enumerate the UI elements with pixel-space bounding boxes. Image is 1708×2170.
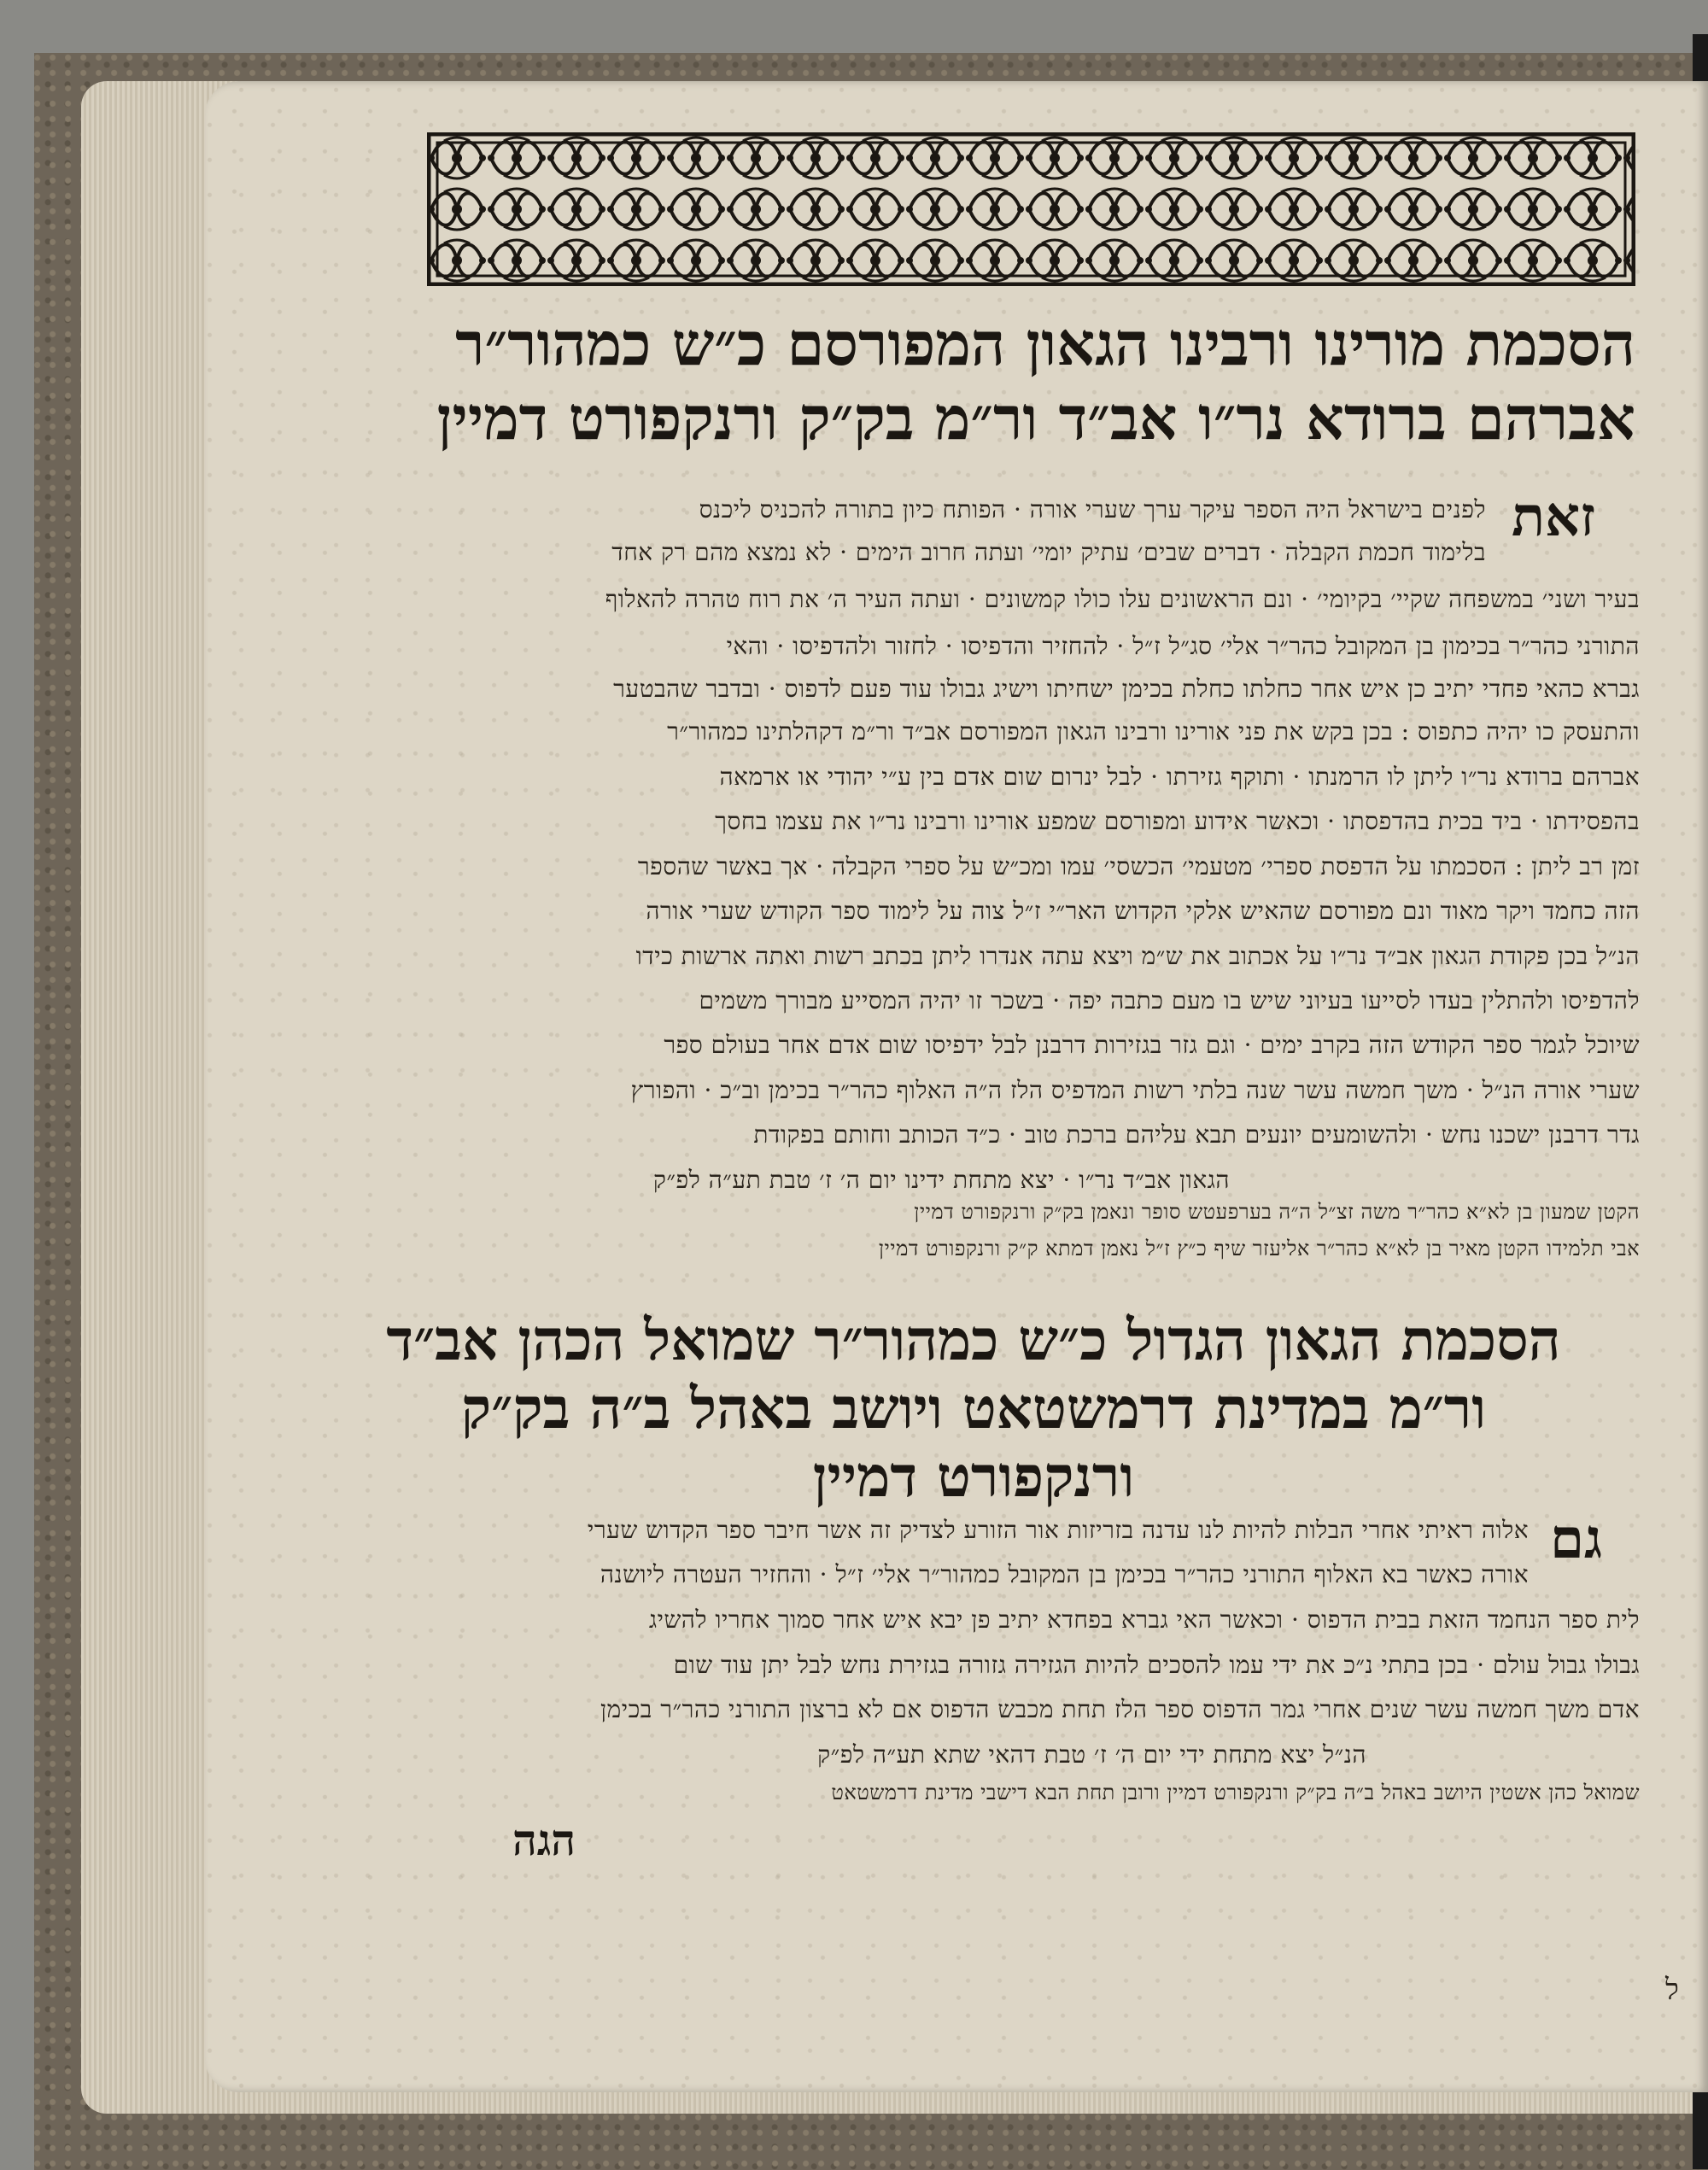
approbation-2-line: לית ספר הנחמד הזאת בבית הדפוס · וכאשר האי גברא בפחדא יתיב פן יבא איש אחר סמוך אחריו להשיג: [648, 1606, 1640, 1634]
approbation-1-line: הנ״ל בכן פקודת הגאון אב״ד נר״ו על אכתוב את ש״מ ויצא עתה אנדרו ליתן בכתב רשות ואתה ארשות כידו: [635, 942, 1640, 970]
approbation-2-line: אדם משך חמשה עשר שנים אחרי גמר הדפוס ספר הלז תחת מכבש הדפוס אם לא ברצון התורני כהר״ר בכימן: [600, 1695, 1640, 1723]
approbation-1-line: לפנים בישראל היה הספר עיקר ערך שערי אורה · הפותח כיון בתורה להכניס ליכנס: [699, 495, 1486, 523]
approbation-2-heading-line: הסכמת הגאון הגדול כ״ש כמהור״ר שמואל הכהן אב״ד: [386, 1307, 1561, 1373]
approbation-2-line: אורה כאשר בא האלוף התורני כהר״ר בכימן בן המקובל כמהור״ר אלי׳ ז״ל · והחזיר העטרה ליושנה: [600, 1560, 1529, 1588]
approbation-1-line: בהפסידתו · ביד בכית בהדפסתו · וכאשר אידוע ומפורסם שמפע אורינו ורבינו נר״ו את עצמו בחסך: [715, 807, 1640, 835]
approbation-2-line: גבולו גבול עולם · בכן בתתי נ״כ את ידי עמו להסכים להיות הגזירה גזורה בגזירת נחש לבל יתן עוד שום: [673, 1651, 1640, 1679]
approbation-1-line: והתעסק כו יהיה כתפוס : בכן בקש את פני אורינו ורבינו הגאון המפורסם אב״ד ור״מ דקהלתינו כמהור״ר: [667, 717, 1640, 746]
approbation-1-line: שיוכל לגמר ספר הקודש הזה בקרב ימים · וגם גזר בגזירות דרבנן לבל ידפיסו שום אדם אחר בעולם ספר: [664, 1031, 1640, 1059]
approbation-1-line: זמן רב ליתן : הסכמתו על הדפסת ספרי׳ מטעמי׳ הכשסי׳ עמו ומכ״ש על ספרי הקבלה · אך באשר שהספר: [637, 852, 1640, 880]
approbation-1-signature: הקטן שמעון בן לא״א כהר״ר משה זצ״ל ה״ה בערפעטש סופר ונאמן בק״ק ורנקפורט דמיין: [914, 1200, 1640, 1224]
signature-mark: ל: [1665, 1973, 1679, 2007]
catchword: הגה: [512, 1815, 576, 1865]
approbation-2-heading-line: ור״מ במדינת דרמשטאט ויושב באהל ב״ה בק״ק: [460, 1375, 1487, 1442]
approbation-1-line: הגאון אב״ד נר״ו · יצא מתחת ידינו יום ה׳ ז׳ טבת תע״ה לפ״ק: [652, 1166, 1230, 1194]
approbation-1-line: בעיר ושני׳ במשפחה שקיי׳ בקיומי׳ · ונם הראשונים עלו כולו קמשונים · ועתה העיר ה׳ את רוח טהרה להאלוף: [605, 585, 1640, 613]
approbation-2-signature: שמואל כהן אשטין היושב באהל ב״ה בק״ק ורנקפורט דמיין ורובן תחת הבא דישבי מדינת דרמשטאט: [831, 1781, 1640, 1804]
approbation-1-line: אברהם ברודא נר״ו ליתן לו הרמנתו · ותוקף גזירתו · לבל ינרום שום אדם בין ע״י יהודי או ארמאה: [719, 763, 1640, 791]
ornamental-header-band: [427, 132, 1635, 286]
approbation-1-line: שערי אורה הנ״ל · משך חמשה עשר שנה בלתי רשות המדפיס הלז ה״ה האלוף כהר״ר בכימן וב״כ · והפורץ: [630, 1076, 1640, 1104]
approbation-1-line: להדפיסו ולהתלין בעדו לסייעו בעיוני שיש בו מעם כתבה יפה · בשכר זו יהיה המסייע מבורך משמים: [699, 986, 1640, 1015]
approbation-2-line: אלוה ראיתי אחרי הבלות להיות לנו עדנה בזריזות אור הזורע לצדיק זה אשר חיבר ספר הקדוש שערי: [588, 1516, 1529, 1544]
approbation-2-line: הנ״ל יצא מתחת ידי יום ה׳ ז׳ טבת דהאי שתא תע״ה לפ״ק: [817, 1740, 1366, 1769]
approbation-1-heading-line-2: אברהם ברודא נר״ו אב״ד ור״מ בק״ק ורנקפורט דמיין: [436, 383, 1635, 453]
approbation-1-line: גברא כהאי פחדי יתיב כן איש אחר כחלתו כחלת בכימן ישחיתו וישיג גבולו עוד פעם לדפוס · ובדבר שהבטער: [613, 675, 1640, 703]
approbation-1-heading-line-1: הסכמת מורינו ורבינו הגאון המפורסם כ״ש כמהור״ר: [455, 308, 1635, 379]
approbation-1-line: בלימוד חכמת הקבלה · דברים שבים׳ עתיק יומי׳ ועתה חרוב הימים · לא נמצא מהם רק אחד: [611, 538, 1486, 566]
approbation-1-signature: אבי תלמידו הקטן מאיר בן לא״א כהר״ר אליעזר שיף כ״ץ ז״ל נאמן דמתא ק״ק ורנקפורט דמיין: [878, 1237, 1640, 1260]
approbation-2-heading-line: ורנקפורט דמיין: [812, 1443, 1135, 1510]
approbation-1-line: הזה כחמד ויקר מאוד ונם מפורסם שהאיש אלקי הקדוש האר״י ז״ל צוה על לימוד ספר הקודש שערי אורה: [646, 897, 1640, 925]
approbation-1-line: התורני כהר״ר בכימון בן המקובל כהר״ר אלי׳ סג״ל ז״ל · להחזיר והדפיסו · לחזור ולהדפיסו · והאי: [726, 632, 1640, 660]
approbation-1-initial-word: זאת: [1512, 485, 1595, 549]
approbation-2-initial-word: גם: [1550, 1507, 1603, 1571]
approbation-1-line: גדר דרבנן ישכנו נחש · ולהשומעים יונעים תבא עליהם ברכת טוב · כ״ד הכותב וחותם בפקודת: [753, 1120, 1640, 1149]
